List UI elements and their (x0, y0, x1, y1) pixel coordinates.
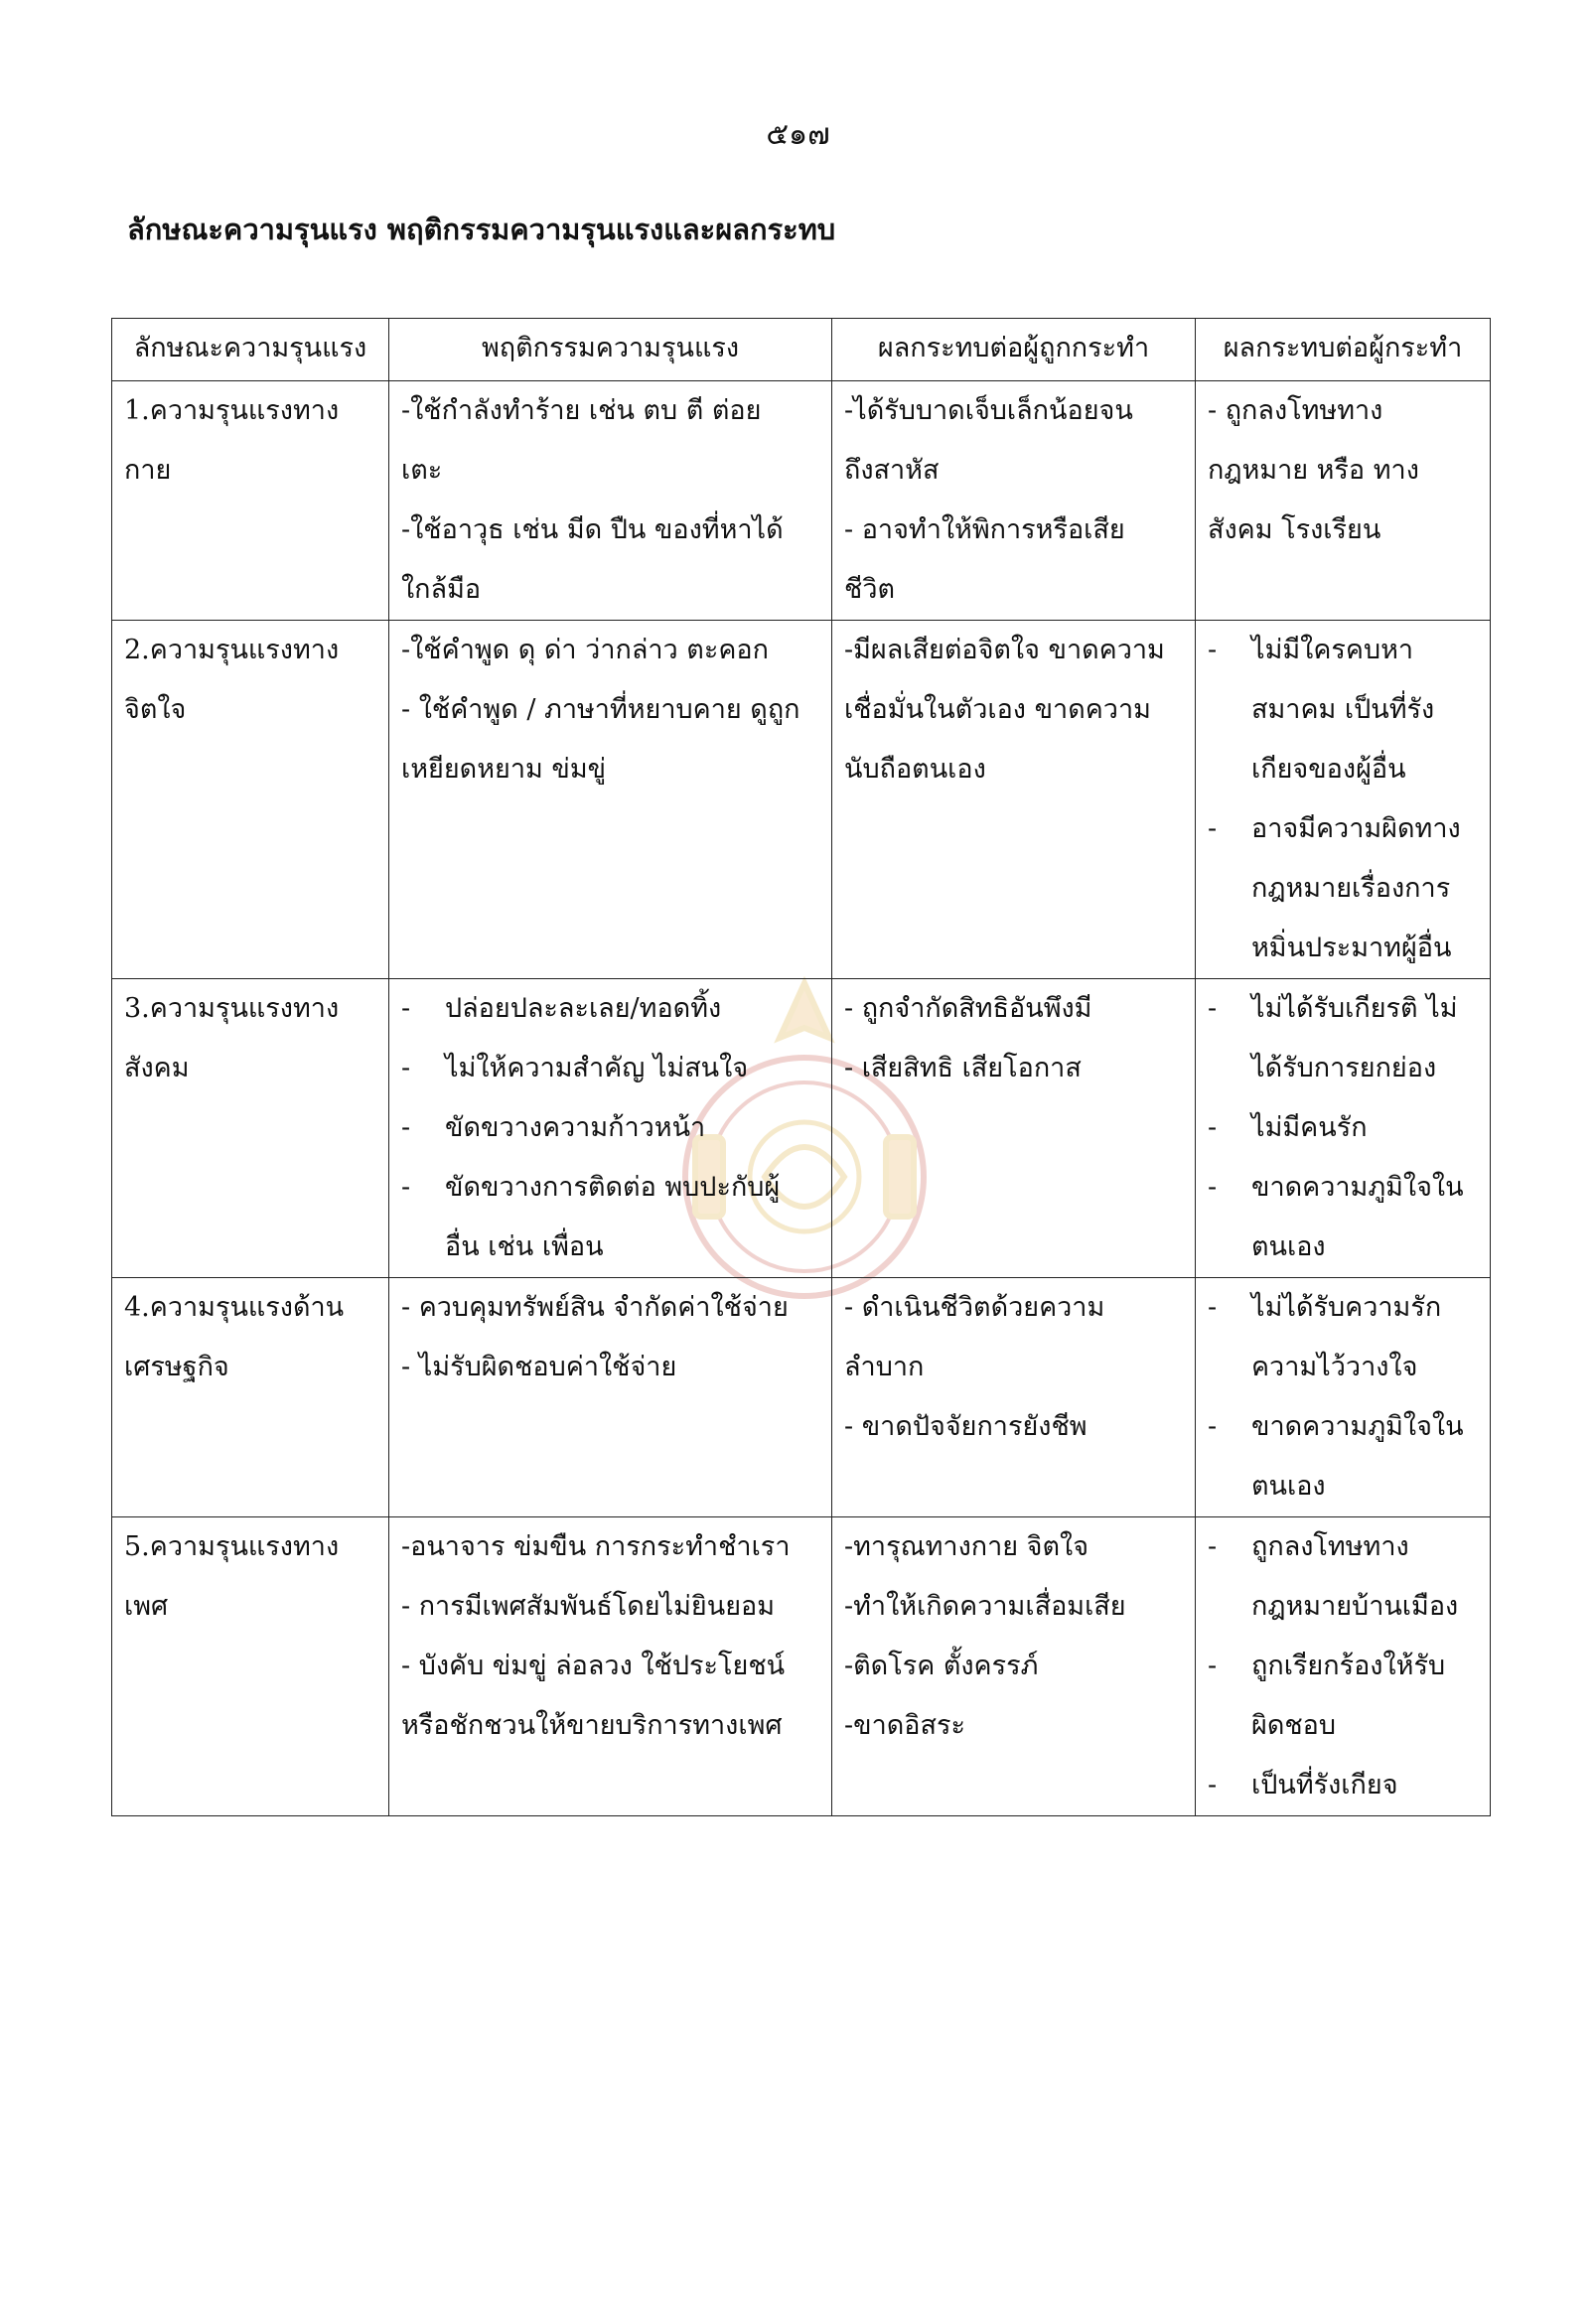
cell-line: ไม่ได้รับเกียรติ ไม่ (1251, 993, 1458, 1024)
table-header-row (112, 319, 1491, 381)
cell-line: ใกล้มือ (401, 574, 482, 605)
cell-line: สังคม โรงเรียน (1208, 514, 1381, 545)
column-header-victim-impact: ผลกระทบต่อผู้ถูกกระทำ (832, 319, 1196, 381)
cell-line: ได้รับการยกย่อง (1251, 1053, 1437, 1083)
cell-line: ตนเอง (1251, 1471, 1326, 1502)
table-row (112, 381, 1491, 621)
cell-line: -ใช้อาวุธ เช่น มีด ปืน ของที่หาได้ (401, 514, 784, 545)
cell-line: เป็นที่รังเกียจ (1251, 1770, 1398, 1800)
bullet-item (1208, 621, 1478, 799)
victim-impact-cell (832, 621, 1196, 979)
bullet-dash: - (1208, 1292, 1218, 1323)
perpetrator-impact-cell (1196, 381, 1491, 621)
cell-line: กฎหมาย หรือ ทาง (1208, 455, 1419, 486)
cell-line: -ติดโรค ตั้งครรภ์ (844, 1651, 1039, 1681)
cell-line: - ใช้คำพูด / ภาษาที่หยาบคาย ดูถูก (401, 694, 800, 725)
bullet-dash: - (401, 1112, 411, 1143)
bullet-item (1208, 1397, 1478, 1516)
perpetrator-impact-cell (1196, 1278, 1491, 1517)
bullet-dash: - (1208, 813, 1218, 844)
cell-line: 2.ความรุนแรงทาง (124, 635, 340, 665)
bullet-item (1208, 1158, 1478, 1277)
cell-line: - บังคับ ข่มขู่ ล่อลวง ใช้ประโยชน์ (401, 1651, 786, 1681)
perpetrator-impact-cell (1196, 979, 1491, 1278)
cell-line: อาจมีความผิดทาง (1251, 813, 1461, 844)
bullet-item (1208, 799, 1478, 978)
bullet-item (1208, 979, 1478, 1098)
cell-line: -ขาดอิสระ (844, 1710, 965, 1741)
bullet-item (401, 1158, 819, 1277)
table-row (112, 1517, 1491, 1816)
cell-line: - ควบคุมทรัพย์สิน จำกัดค่าใช้จ่าย (401, 1292, 789, 1323)
perpetrator-impact-cell (1196, 621, 1491, 979)
cell-line: -ใช้คำพูด ดุ ด่า ว่ากล่าว ตะคอก (401, 635, 769, 665)
bullet-dash: - (1208, 1112, 1218, 1143)
bullet-item (1208, 1098, 1478, 1158)
cell-line: เกียจของผู้อื่น (1251, 754, 1406, 785)
cell-line: ความไว้วางใจ (1251, 1352, 1418, 1382)
cell-line: - อาจทำให้พิการหรือเสีย (844, 514, 1125, 545)
cell-line: ไม่ได้รับความรัก (1251, 1292, 1442, 1323)
bullet-dash: - (1208, 1411, 1218, 1442)
cell-line: ขาดความภูมิใจใน (1251, 1411, 1464, 1442)
behavior-cell (389, 1278, 832, 1517)
cell-line: -ทำให้เกิดความเสื่อมเสีย (844, 1591, 1126, 1622)
cell-line: 4.ความรุนแรงด้าน (124, 1292, 345, 1323)
cell-line: ถึงสาหัส (844, 455, 940, 486)
cell-line: ไม่ให้ความสำคัญ ไม่สนใจ (445, 1053, 749, 1083)
page-number: ๕๑๗ (766, 117, 830, 152)
cell-line: หรือชักชวนให้ขายบริการทางเพศ (401, 1710, 783, 1741)
cell-line: 3.ความรุนแรงทาง (124, 993, 340, 1024)
bullet-dash: - (1208, 1531, 1218, 1562)
table-row (112, 1278, 1491, 1517)
cell-line: ตนเอง (1251, 1231, 1326, 1262)
behavior-cell (389, 979, 832, 1278)
cell-line: -ได้รับบาดเจ็บเล็กน้อยจน (844, 395, 1133, 426)
cell-line: หมิ่นประมาทผู้อื่น (1251, 933, 1452, 963)
cell-line: 5.ความรุนแรงทาง (124, 1531, 340, 1562)
cell-line: - ถูกจำกัดสิทธิอันพึงมี (844, 993, 1092, 1024)
bullet-item (401, 979, 819, 1039)
cell-line: -ใช้กำลังทำร้าย เช่น ตบ ตี ต่อย (401, 395, 762, 426)
violence-table (111, 318, 1491, 1816)
page-title: ลักษณะความรุนแรง พฤติกรรมความรุนแรงและผลกระทบ (127, 213, 836, 246)
cell-line: เพศ (124, 1591, 169, 1622)
cell-line: ขัดขวางความก้าวหน้า (445, 1112, 706, 1143)
cell-line: - เสียสิทธิ เสียโอกาส (844, 1053, 1082, 1083)
type-cell (112, 1517, 389, 1816)
victim-impact-cell (832, 979, 1196, 1278)
perpetrator-impact-cell (1196, 1517, 1491, 1816)
cell-line: สมาคม เป็นที่รัง (1251, 694, 1435, 725)
column-header-perpetrator-impact: ผลกระทบต่อผู้กระทำ (1196, 319, 1491, 381)
cell-line: อื่น เช่น เพื่อน (445, 1231, 604, 1262)
type-cell (112, 621, 389, 979)
victim-impact-cell (832, 1278, 1196, 1517)
bullet-dash: - (401, 1053, 411, 1083)
cell-line: เศรษฐกิจ (124, 1352, 229, 1382)
cell-line: กฎหมายบ้านเมือง (1251, 1591, 1459, 1622)
cell-line: ชีวิต (844, 574, 896, 605)
bullet-dash: - (1208, 1172, 1218, 1203)
cell-line: สังคม (124, 1053, 190, 1083)
cell-line: ไม่มีใครคบหา (1251, 635, 1414, 665)
cell-line: จิตใจ (124, 694, 187, 725)
victim-impact-cell (832, 1517, 1196, 1816)
bullet-item (401, 1039, 819, 1098)
behavior-cell (389, 621, 832, 979)
column-header-behavior: พฤติกรรมความรุนแรง (389, 319, 832, 381)
cell-line: - การมีเพศสัมพันธ์โดยไม่ยินยอม (401, 1591, 776, 1622)
cell-line: ถูกลงโทษทาง (1251, 1531, 1409, 1562)
type-cell (112, 979, 389, 1278)
cell-line: -มีผลเสียต่อจิตใจ ขาดความ (844, 635, 1165, 665)
cell-line: กฎหมายเรื่องการ (1251, 873, 1451, 904)
cell-line: ลำบาก (844, 1352, 925, 1382)
cell-line: - ขาดปัจจัยการยังชีพ (844, 1411, 1088, 1442)
cell-line: - ดำเนินชีวิตด้วยความ (844, 1292, 1105, 1323)
cell-line: ปล่อยปละละเลย/ทอดทิ้ง (445, 993, 722, 1024)
type-cell (112, 381, 389, 621)
cell-line: ขาดความภูมิใจใน (1251, 1172, 1464, 1203)
cell-line: เตะ (401, 455, 443, 486)
cell-line: ไม่มีคนรัก (1251, 1112, 1368, 1143)
bullet-dash: - (1208, 1770, 1218, 1800)
cell-line: ผิดชอบ (1251, 1710, 1337, 1741)
bullet-item (1208, 1517, 1478, 1637)
cell-line: -ทารุณทางกาย จิตใจ (844, 1531, 1089, 1562)
bullet-dash: - (401, 993, 411, 1024)
bullet-dash: - (401, 1172, 411, 1203)
behavior-cell (389, 1517, 832, 1816)
cell-line: - ถูกลงโทษทาง (1208, 395, 1383, 426)
cell-line: -อนาจาร ข่มขืน การกระทำชำเรา (401, 1531, 791, 1562)
cell-line: กาย (124, 455, 172, 486)
bullet-item (401, 1098, 819, 1158)
cell-line: ขัดขวางการติดต่อ พบปะกับผู้ (445, 1172, 781, 1203)
type-cell (112, 1278, 389, 1517)
column-header-type: ลักษณะความรุนแรง (112, 319, 389, 381)
cell-line: นับถือตนเอง (844, 754, 986, 785)
bullet-dash: - (1208, 993, 1218, 1024)
cell-line: ถูกเรียกร้องให้รับ (1251, 1651, 1446, 1681)
cell-line: เหยียดหยาม ข่มขู่ (401, 754, 607, 785)
bullet-item (1208, 1278, 1478, 1397)
behavior-cell (389, 381, 832, 621)
victim-impact-cell (832, 381, 1196, 621)
bullet-dash: - (1208, 1651, 1218, 1681)
table-row (112, 621, 1491, 979)
bullet-item (1208, 1637, 1478, 1756)
bullet-dash: - (1208, 635, 1218, 665)
table-row (112, 979, 1491, 1278)
cell-line: เชื่อมั่นในตัวเอง ขาดความ (844, 694, 1151, 725)
cell-line: - ไม่รับผิดชอบค่าใช้จ่าย (401, 1352, 677, 1382)
bullet-item (1208, 1756, 1478, 1815)
cell-line: 1.ความรุนแรงทาง (124, 395, 340, 426)
